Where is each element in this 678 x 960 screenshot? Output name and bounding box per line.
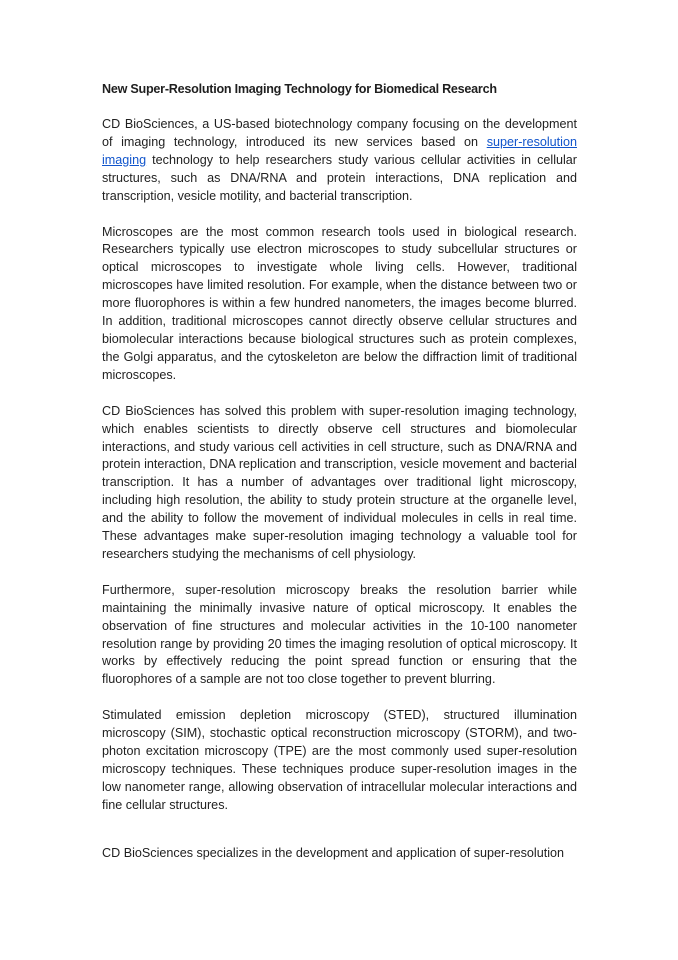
paragraph-microscopes: Microscopes are the most common research tools used in biological research. Researchers typically use electron microscopes to study subcellular structures or optical microscopes to investigate whole living cells. However, traditional microscopes have limited resolution. For example, when the distance between two or more fluorophores is within a few hundred nanometers, the images become blurred. In addition, traditional microscopes cannot directly observe cellular structures and biomolecular interactions because biological structures such as protein complexes, the Golgi apparatus, and the cytoskeleton are below the diffraction limit of traditional microscopes. xyxy=(102,224,577,382)
document-body xyxy=(102,80,577,863)
paragraph-intro-text-start: CD BioSciences, a US-based biotechnology company focusing on the development of imaging technology, introduced its new services based on xyxy=(102,117,577,149)
paragraph-intro xyxy=(102,116,577,206)
paragraph-intro-text-end: technology to help researchers study various cellular activities in cellular structures, such as DNA/RNA and protein interactions, DNA replication and transcription, vesicle motility, and bacterial transcription. xyxy=(102,152,577,203)
paragraph-solution: CD BioSciences has solved this problem with super-resolution imaging technology, which enables scientists to directly observe cell structures and biomolecular interactions, and study various cell activities in cell structure, such as DNA/RNA and protein interaction, DNA replication and transcription, vesicle movement and bacterial transcription. It has a number of advantages over traditional light microscopy, including high resolution, the ability to study protein structure at the organelle level, and the ability to follow the movement of individual molecules in cells in real time. These advantages make super-resolution imaging technology a valuable tool for researchers studying the mechanisms of cell physiology. xyxy=(102,403,577,561)
paragraph-resolution-barrier: Furthermore, super-resolution microscopy breaks the resolution barrier while maintaining the minimally invasive nature of optical microscopy. It enables the observation of fine structures and molecular activities in the 10-100 nanometer resolution range by providing 20 times the imaging resolution of optical microscopy. It works by effectively reducing the point spread function or ensuring that the fluorophores of a sample are not too close together to prevent blurring. xyxy=(102,582,577,687)
paragraph-specialization: CD BioSciences specializes in the development and application of super-resolution xyxy=(102,845,565,860)
document-title: New Super-Resolution Imaging Technology for Biomedical Research xyxy=(102,82,497,96)
super-resolution-imaging-link[interactable]: super-resolution imaging xyxy=(102,134,577,167)
paragraph-techniques: Stimulated emission depletion microscopy (STED), structured illumination microscopy (SIM), stochastic optical reconstruction microscopy (STORM), and two-photon excitation microscopy (TPE) are the most commonly used super-resolution microscopy techniques. These techniques produce super-resolution images in the low nanometer range, allowing observation of intracellular molecular interactions and fine cellular structures. xyxy=(102,708,577,812)
